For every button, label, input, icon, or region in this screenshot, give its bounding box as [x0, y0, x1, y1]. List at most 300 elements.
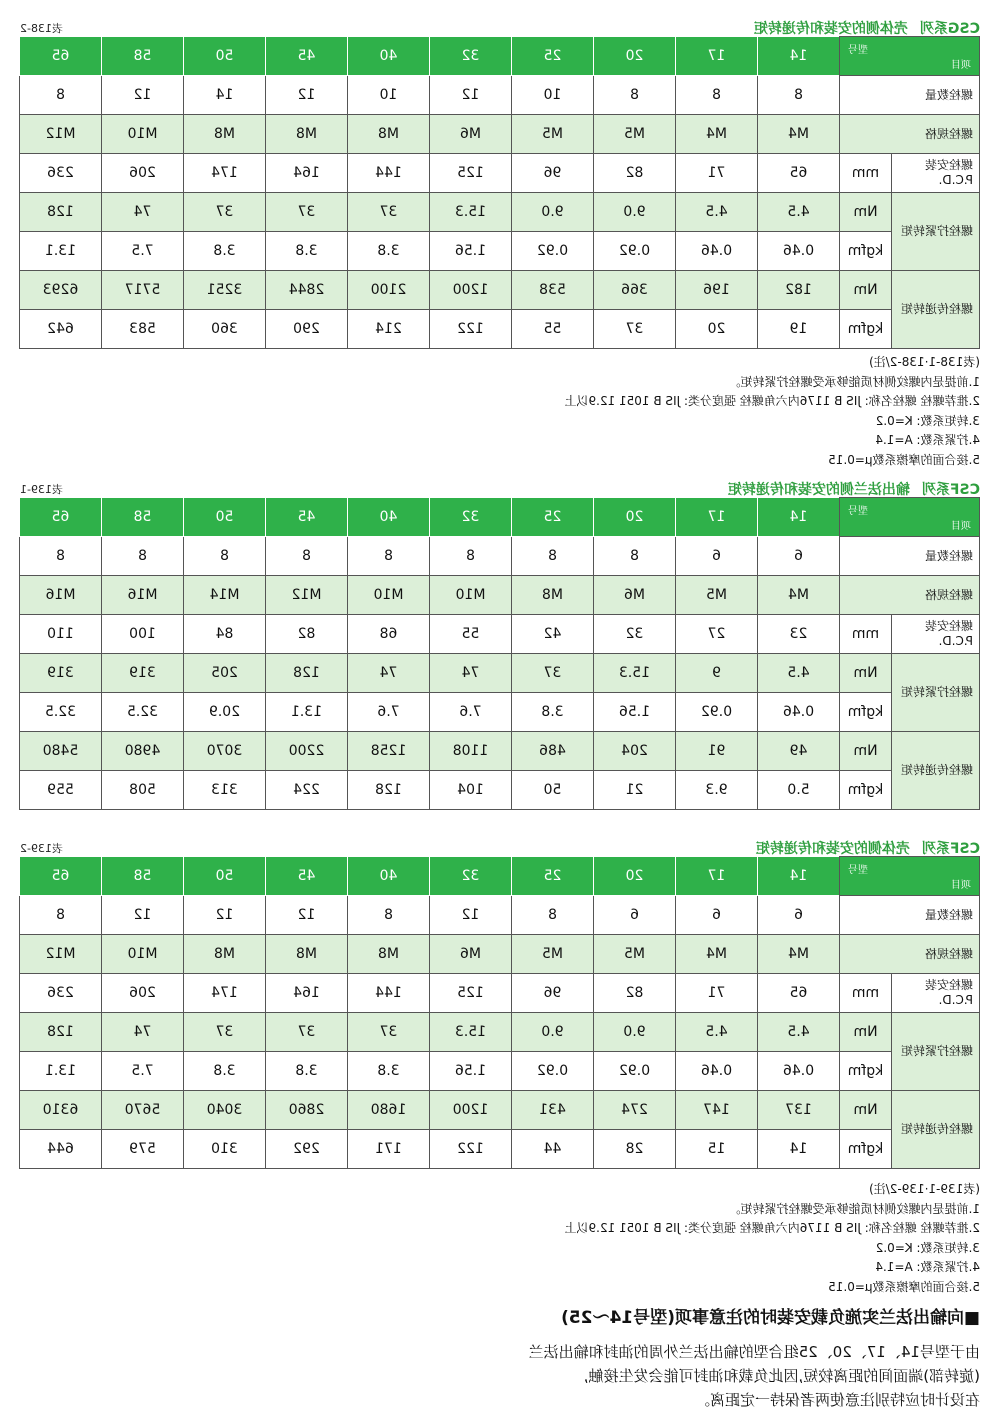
model-header: 14	[758, 37, 840, 76]
notes-138	[20, 353, 980, 470]
value-cell: 12	[102, 896, 184, 935]
model-header: 50	[184, 37, 266, 76]
spec-table	[19, 497, 980, 810]
value-cell: 128	[20, 1013, 102, 1052]
value-cell: 96	[512, 154, 594, 193]
value-cell: 2100	[348, 271, 430, 310]
table-row	[20, 537, 980, 576]
value-cell: 6	[758, 537, 840, 576]
section-title-text: 输出法兰侧的安装和传递转矩	[727, 482, 910, 498]
value-cell: 3040	[184, 1091, 266, 1130]
table-row	[20, 154, 980, 193]
table-row	[20, 1052, 980, 1091]
value-cell: 0.92	[594, 1052, 676, 1091]
value-cell: 196	[676, 271, 758, 310]
value-cell: M8	[348, 115, 430, 154]
value-cell: 125	[430, 154, 512, 193]
value-cell: 12	[266, 896, 348, 935]
value-cell: 2200	[266, 732, 348, 771]
model-header: 65	[20, 498, 102, 537]
model-header: 65	[20, 37, 102, 76]
value-cell: 55	[430, 615, 512, 654]
value-cell: 15	[676, 1130, 758, 1169]
value-cell: 12	[184, 896, 266, 935]
header-row	[20, 498, 980, 537]
value-cell: 37	[184, 1013, 266, 1052]
value-cell: 32.5	[102, 693, 184, 732]
row-label: 螺栓安装P.C.D.	[892, 615, 980, 654]
value-cell: 9.0	[512, 193, 594, 232]
value-cell: 310	[184, 1130, 266, 1169]
value-cell: M5	[594, 935, 676, 974]
value-cell: 319	[102, 654, 184, 693]
value-cell: 68	[348, 615, 430, 654]
table-row	[20, 974, 980, 1013]
value-cell: M5	[512, 115, 594, 154]
value-cell: 236	[20, 974, 102, 1013]
value-cell: 0.46	[758, 1052, 840, 1091]
value-cell: 360	[184, 310, 266, 349]
value-cell: M8	[266, 115, 348, 154]
unit-cell: Nm	[840, 193, 892, 232]
value-cell: 4980	[102, 732, 184, 771]
value-cell: 3.8	[184, 1052, 266, 1091]
value-cell: 236	[20, 154, 102, 193]
value-cell: 0.46	[758, 693, 840, 732]
row-label: 螺栓安装P.C.D.	[892, 154, 980, 193]
value-cell: 644	[20, 1130, 102, 1169]
unit-cell: Nm	[840, 271, 892, 310]
model-header: 58	[102, 857, 184, 896]
value-cell: 122	[430, 310, 512, 349]
value-cell: 15.3	[430, 1013, 512, 1052]
caution-line: 在设计时应特别注意使两者保持一定距离。	[694, 1391, 980, 1409]
value-cell: 6310	[20, 1091, 102, 1130]
value-cell: 14	[758, 1130, 840, 1169]
value-cell: 174	[184, 154, 266, 193]
row-label: 螺栓数量	[840, 896, 980, 935]
unit-cell: kgfm	[840, 1052, 892, 1091]
series-name: CSG系列	[919, 21, 980, 37]
table-id: 表139-2	[20, 842, 63, 855]
value-cell: M4	[676, 935, 758, 974]
value-cell: 32.5	[20, 693, 102, 732]
note-line: 5.接合面的摩擦系数μ=0.15	[828, 452, 980, 467]
value-cell: 4.5	[758, 193, 840, 232]
value-cell: 125	[430, 974, 512, 1013]
section-title	[742, 18, 980, 38]
value-cell: 37	[184, 193, 266, 232]
corner-cell	[840, 498, 980, 537]
value-cell: 171	[348, 1130, 430, 1169]
value-cell: 508	[102, 771, 184, 810]
value-cell: 13.1	[266, 693, 348, 732]
row-label: 螺栓规格	[840, 576, 980, 615]
table-row	[20, 193, 980, 232]
value-cell: 8	[348, 537, 430, 576]
table-row	[20, 693, 980, 732]
value-cell: 214	[348, 310, 430, 349]
value-cell: M4	[758, 935, 840, 974]
model-header: 14	[758, 498, 840, 537]
value-cell: 164	[266, 154, 348, 193]
value-cell: M16	[20, 576, 102, 615]
corner-cell	[840, 857, 980, 896]
value-cell: 0.92	[594, 232, 676, 271]
value-cell: 319	[20, 654, 102, 693]
value-cell: 20	[676, 310, 758, 349]
value-cell: 174	[184, 974, 266, 1013]
table-row	[20, 935, 980, 974]
note-line: 1.前提是内螺纹侧材质能够承受螺栓拧紧转矩。	[728, 374, 980, 389]
corner-model-label: 型号	[848, 45, 868, 56]
section-title	[744, 838, 980, 858]
model-header: 20	[594, 37, 676, 76]
section-title-text: 壳体侧的安装和传递转矩	[755, 841, 910, 857]
value-cell: 74	[348, 654, 430, 693]
value-cell: 37	[266, 1013, 348, 1052]
value-cell: 82	[594, 974, 676, 1013]
note-line: 4.拧紧系数: A=1.4	[875, 433, 980, 447]
value-cell: 8	[594, 537, 676, 576]
model-header: 45	[266, 857, 348, 896]
value-cell: 0.46	[676, 1052, 758, 1091]
row-label: 螺栓数量	[840, 76, 980, 115]
table-row	[20, 1130, 980, 1169]
value-cell: 12	[430, 76, 512, 115]
value-cell: 100	[102, 615, 184, 654]
value-cell: M8	[512, 576, 594, 615]
value-cell: 37	[512, 654, 594, 693]
value-cell: 3.8	[266, 1052, 348, 1091]
value-cell: 14	[184, 76, 266, 115]
model-header: 14	[758, 857, 840, 896]
model-header: 40	[348, 857, 430, 896]
corner-model-label: 型号	[848, 506, 868, 517]
value-cell: 8	[20, 537, 102, 576]
unit-cell: Nm	[840, 1091, 892, 1130]
value-cell: M8	[184, 115, 266, 154]
row-label: 螺栓数量	[840, 537, 980, 576]
value-cell: M6	[430, 115, 512, 154]
value-cell: 205	[184, 654, 266, 693]
note-line: (表139-1·139-2/注)	[869, 1182, 980, 1196]
model-header: 25	[512, 857, 594, 896]
value-cell: 9	[676, 654, 758, 693]
value-cell: 7.5	[102, 1052, 184, 1091]
value-cell: 9.3	[676, 771, 758, 810]
value-cell: 0.46	[676, 232, 758, 271]
note-line: 2.推荐螺栓 螺栓名称: JIS B 1176内六角螺栓 强度分类: JIS B 1051 12.9以上	[564, 394, 980, 408]
value-cell: M12	[20, 115, 102, 154]
header-row	[20, 37, 980, 76]
value-cell: 313	[184, 771, 266, 810]
value-cell: 12	[430, 896, 512, 935]
value-cell: 84	[184, 615, 266, 654]
value-cell: 74	[430, 654, 512, 693]
value-cell: M16	[102, 576, 184, 615]
value-cell: 13.1	[20, 232, 102, 271]
corner-item-label: 项目	[951, 521, 971, 532]
value-cell: 8	[512, 537, 594, 576]
value-cell: 4.5	[676, 193, 758, 232]
model-header: 32	[430, 37, 512, 76]
value-cell: M5	[512, 935, 594, 974]
value-cell: 50	[512, 771, 594, 810]
model-header: 40	[348, 498, 430, 537]
value-cell: M12	[266, 576, 348, 615]
value-cell: M10	[430, 576, 512, 615]
model-header: 58	[102, 498, 184, 537]
value-cell: 583	[102, 310, 184, 349]
table-row	[20, 615, 980, 654]
value-cell: 8	[430, 537, 512, 576]
value-cell: M4	[758, 115, 840, 154]
value-cell: 49	[758, 732, 840, 771]
value-cell: 128	[20, 193, 102, 232]
value-cell: 23	[758, 615, 840, 654]
value-cell: 5480	[20, 732, 102, 771]
value-cell: 42	[512, 615, 594, 654]
value-cell: 5717	[102, 271, 184, 310]
value-cell: 3.8	[348, 1052, 430, 1091]
value-cell: 9.0	[512, 1013, 594, 1052]
corner-cell	[840, 37, 980, 76]
notes-139	[20, 1180, 980, 1297]
table-row	[20, 896, 980, 935]
model-header: 58	[102, 37, 184, 76]
value-cell: 65	[758, 974, 840, 1013]
model-header: 17	[676, 498, 758, 537]
unit-cell: mm	[840, 974, 892, 1013]
value-cell: 182	[758, 271, 840, 310]
value-cell: 9.0	[594, 1013, 676, 1052]
table-section-138-2	[20, 16, 980, 349]
model-header: 50	[184, 498, 266, 537]
value-cell: 6	[758, 896, 840, 935]
note-line: 3.转矩系数: K=0.2	[875, 1240, 980, 1255]
value-cell: 642	[20, 310, 102, 349]
note-line: (表138-1·138-2/注)	[869, 355, 980, 369]
row-label: 螺栓传递转矩	[892, 1091, 980, 1169]
model-header: 32	[430, 498, 512, 537]
table-row	[20, 310, 980, 349]
table-row	[20, 1091, 980, 1130]
value-cell: 3.8	[266, 232, 348, 271]
value-cell: 28	[594, 1130, 676, 1169]
note-line: 4.拧紧系数: A=1.4	[875, 1260, 980, 1274]
value-cell: 206	[102, 154, 184, 193]
unit-cell: kgfm	[840, 1130, 892, 1169]
caution-body	[20, 1340, 980, 1412]
model-header: 45	[266, 498, 348, 537]
spec-table	[19, 856, 980, 1169]
spec-table	[19, 36, 980, 349]
value-cell: 559	[20, 771, 102, 810]
value-cell: 6	[676, 537, 758, 576]
value-cell: M14	[184, 576, 266, 615]
value-cell: 538	[512, 271, 594, 310]
section-title	[716, 479, 980, 499]
value-cell: 3251	[184, 271, 266, 310]
value-cell: 8	[184, 537, 266, 576]
value-cell: 5.0	[758, 771, 840, 810]
value-cell: 44	[512, 1130, 594, 1169]
value-cell: M8	[184, 935, 266, 974]
unit-cell: Nm	[840, 654, 892, 693]
note-line: 1.前提是内螺纹侧材质能够承受螺栓拧紧转矩。	[728, 1201, 980, 1216]
value-cell: 3.8	[184, 232, 266, 271]
value-cell: 1258	[348, 732, 430, 771]
corner-item-label: 项目	[951, 880, 971, 891]
caution-title: ■向输出法兰实施负载安装时的注意事项(型号14～25)	[561, 1308, 980, 1328]
value-cell: 2844	[266, 271, 348, 310]
value-cell: 0.46	[758, 232, 840, 271]
value-cell: 104	[430, 771, 512, 810]
value-cell: 3.8	[348, 232, 430, 271]
row-label: 螺栓拧紧转矩	[892, 193, 980, 271]
value-cell: M10	[348, 576, 430, 615]
table-row	[20, 654, 980, 693]
value-cell: 274	[594, 1091, 676, 1130]
value-cell: M8	[348, 935, 430, 974]
row-label: 螺栓拧紧转矩	[892, 1013, 980, 1091]
value-cell: 8	[348, 896, 430, 935]
value-cell: 19	[758, 310, 840, 349]
value-cell: 71	[676, 154, 758, 193]
model-header: 65	[20, 857, 102, 896]
unit-cell: Nm	[840, 732, 892, 771]
value-cell: 15.3	[594, 654, 676, 693]
caution-line: (旋转部)端面间的距离较短,因此负载和油封可能会发生接触,	[583, 1367, 980, 1385]
model-header: 17	[676, 37, 758, 76]
value-cell: M5	[594, 115, 676, 154]
value-cell: 37	[266, 193, 348, 232]
value-cell: 91	[676, 732, 758, 771]
value-cell: 7.5	[102, 232, 184, 271]
value-cell: 2860	[266, 1091, 348, 1130]
value-cell: 164	[266, 974, 348, 1013]
value-cell: 8	[266, 537, 348, 576]
value-cell: 82	[594, 154, 676, 193]
value-cell: 3070	[184, 732, 266, 771]
value-cell: 431	[512, 1091, 594, 1130]
value-cell: M10	[102, 935, 184, 974]
value-cell: M10	[102, 115, 184, 154]
caution-line: 由于型号14、17、20、25组合型的输出法兰外周的油封和输出法兰	[528, 1343, 980, 1361]
table-id: 表138-2	[20, 22, 63, 35]
unit-cell: Nm	[840, 1013, 892, 1052]
series-name: CSF系列	[921, 841, 980, 857]
model-header: 40	[348, 37, 430, 76]
value-cell: 290	[266, 310, 348, 349]
value-cell: 128	[266, 654, 348, 693]
value-cell: 8	[758, 76, 840, 115]
value-cell: 9.0	[594, 193, 676, 232]
value-cell: 8	[676, 76, 758, 115]
note-line: 5.接合面的摩擦系数μ=0.15	[828, 1279, 980, 1294]
value-cell: 55	[512, 310, 594, 349]
model-header: 45	[266, 37, 348, 76]
unit-cell: kgfm	[840, 310, 892, 349]
value-cell: 1200	[430, 1091, 512, 1130]
value-cell: 147	[676, 1091, 758, 1130]
value-cell: 0.92	[512, 1052, 594, 1091]
model-header: 17	[676, 857, 758, 896]
value-cell: 366	[594, 271, 676, 310]
value-cell: 206	[102, 974, 184, 1013]
value-cell: 32	[594, 615, 676, 654]
unit-cell: mm	[840, 615, 892, 654]
value-cell: 8	[102, 537, 184, 576]
value-cell: 37	[348, 1013, 430, 1052]
series-name: CSF系列	[921, 482, 980, 498]
note-line: 2.推荐螺栓 螺栓名称: JIS B 1176内六角螺栓 强度分类: JIS B 1051 12.9以上	[564, 1221, 980, 1235]
value-cell: 7.6	[348, 693, 430, 732]
value-cell: M6	[594, 576, 676, 615]
row-label: 螺栓规格	[840, 115, 980, 154]
value-cell: 1200	[430, 271, 512, 310]
model-header: 25	[512, 498, 594, 537]
unit-cell: mm	[840, 154, 892, 193]
value-cell: M12	[20, 935, 102, 974]
value-cell: 128	[348, 771, 430, 810]
value-cell: 144	[348, 974, 430, 1013]
value-cell: 8	[594, 76, 676, 115]
value-cell: 0.92	[676, 693, 758, 732]
table-row	[20, 271, 980, 310]
value-cell: 292	[266, 1130, 348, 1169]
section-title-text: 壳体侧的安装和传递转矩	[753, 21, 908, 37]
value-cell: 204	[594, 732, 676, 771]
value-cell: 224	[266, 771, 348, 810]
value-cell: 20.9	[184, 693, 266, 732]
value-cell: 3.8	[512, 693, 594, 732]
value-cell: 15.3	[430, 193, 512, 232]
value-cell: 21	[594, 771, 676, 810]
value-cell: 96	[512, 974, 594, 1013]
row-label: 螺栓传递转矩	[892, 271, 980, 349]
value-cell: 12	[102, 76, 184, 115]
value-cell: 4.5	[758, 654, 840, 693]
value-cell: 579	[102, 1130, 184, 1169]
value-cell: 1.56	[594, 693, 676, 732]
value-cell: 110	[20, 615, 102, 654]
value-cell: 8	[512, 896, 594, 935]
value-cell: 6	[676, 896, 758, 935]
value-cell: 10	[348, 76, 430, 115]
table-section-139-1	[20, 477, 980, 810]
value-cell: 6293	[20, 271, 102, 310]
table-row	[20, 732, 980, 771]
value-cell: 10	[512, 76, 594, 115]
note-line: 3.转矩系数: K=0.2	[875, 413, 980, 428]
value-cell: 1.56	[430, 1052, 512, 1091]
model-header: 50	[184, 857, 266, 896]
row-label: 螺栓传递转矩	[892, 732, 980, 810]
model-header: 32	[430, 857, 512, 896]
value-cell: 0.92	[512, 232, 594, 271]
table-row	[20, 232, 980, 271]
value-cell: 4.5	[676, 1013, 758, 1052]
value-cell: 8	[20, 896, 102, 935]
value-cell: 122	[430, 1130, 512, 1169]
unit-cell: kgfm	[840, 232, 892, 271]
unit-cell: kgfm	[840, 693, 892, 732]
model-header: 20	[594, 498, 676, 537]
value-cell: M6	[430, 935, 512, 974]
header-row	[20, 857, 980, 896]
